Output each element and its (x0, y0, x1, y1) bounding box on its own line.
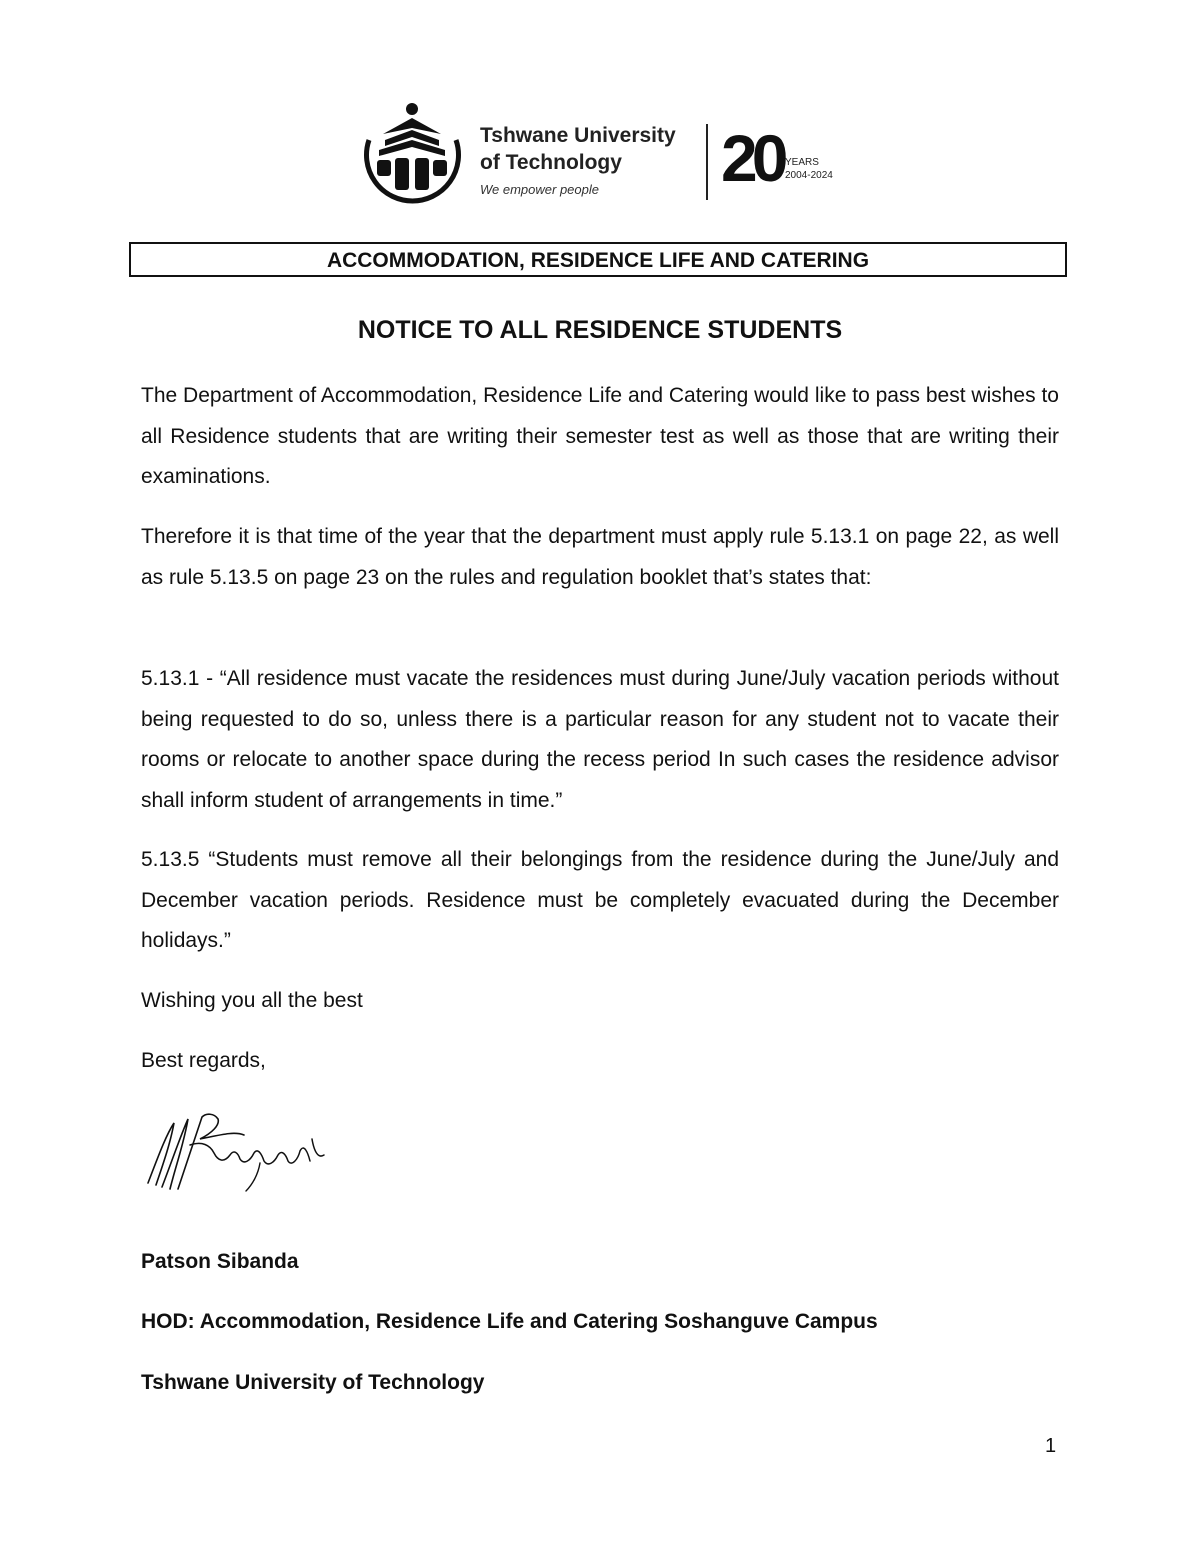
university-name-line1: Tshwane University (480, 124, 676, 147)
tut-emblem-icon (355, 100, 470, 212)
department-banner: ACCOMMODATION, RESIDENCE LIFE AND CATERING (129, 242, 1067, 277)
paragraph-intro: The Department of Accommodation, Residence Life and Catering would like to pass best wishes to all Residence students that are writing their semester test as well as those that are writing their examinations. (141, 384, 1059, 488)
signatory-name: Patson Sibanda (141, 1250, 299, 1273)
paragraph-rule-5-13-5: 5.13.5 “Students must remove all their belongings from the residence during the June/July and December vacation periods. Residence must be completely evacuated during the December holidays.” (141, 848, 1059, 952)
university-tagline: We empower people (480, 182, 599, 197)
handwritten-signature (140, 1105, 330, 1197)
anniversary-years: YEARS (785, 157, 819, 168)
anniversary-range: 2004-2024 (785, 170, 833, 181)
anniversary-number: 20 (721, 121, 783, 195)
university-name (480, 122, 676, 176)
signatory-institution: Tshwane University of Technology (141, 1371, 485, 1394)
logo-divider (706, 124, 708, 200)
paragraph-rules-reference: Therefore it is that time of the year that the department must apply rule 5.13.1 on page 22, as well as rule 5.13.5 on page 23 on the rules and regulation booklet that’s states that: (141, 525, 1059, 589)
university-logo (355, 100, 855, 212)
anniversary-label (785, 156, 833, 182)
paragraph-closing: Best regards, (141, 1049, 266, 1072)
paragraph-wishes: Wishing you all the best (141, 989, 363, 1012)
signatory-position: HOD: Accommodation, Residence Life and Catering Soshanguve Campus (141, 1310, 878, 1333)
university-name-line2: of Technology (480, 151, 622, 174)
notice-title: NOTICE TO ALL RESIDENCE STUDENTS (357, 316, 843, 344)
page-number: 1 (1045, 1435, 1057, 1457)
paragraph-rule-5-13-1: 5.13.1 - “All residence must vacate the residences must during June/July vacation periods without being requested to do so, unless there is a particular reason for any student not to vacate their rooms or relocate to another space during the recess period In such cases the residence advisor shall inform student of arrangements in time.” (141, 667, 1059, 812)
